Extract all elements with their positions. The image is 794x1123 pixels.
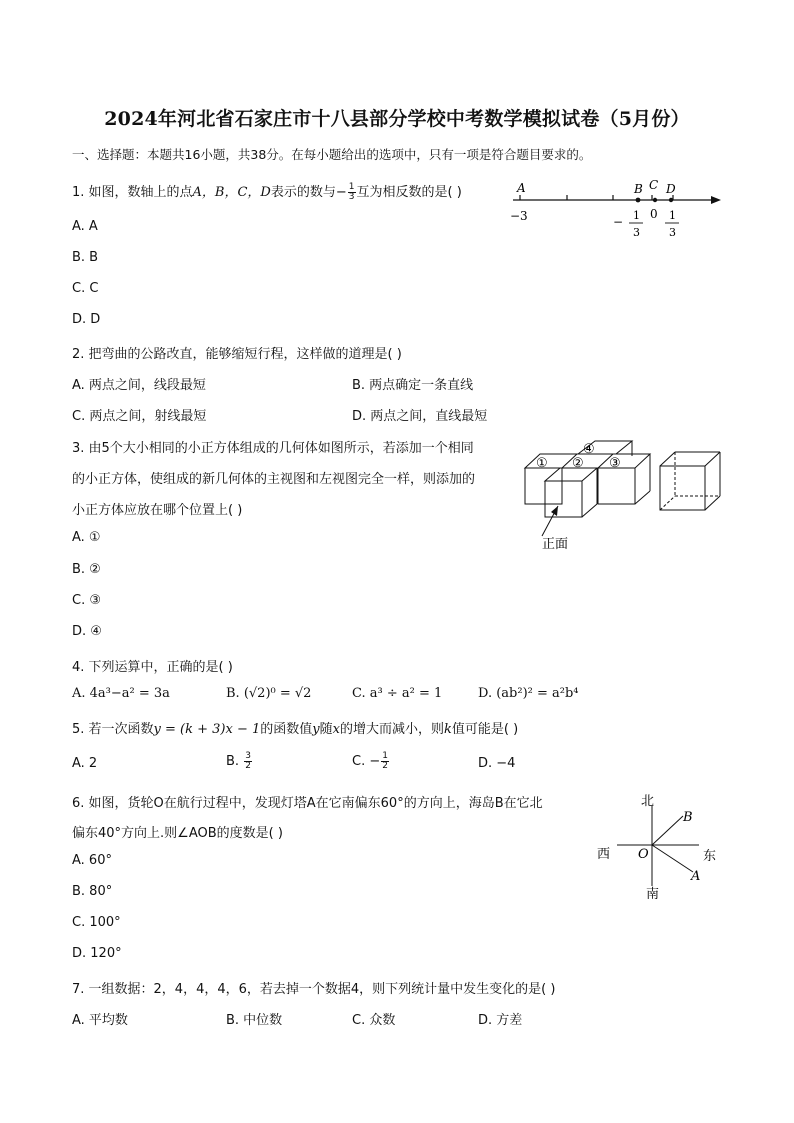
question-3-stem-line-2: 的小正方体，使组成的新几何体的主视图和左视图完全一样，则添加的 [72,472,476,487]
axis-minus-sign: − [613,215,624,229]
question-7-option-a[interactable]: A. 平均数 [72,1013,128,1028]
question-1-option-d[interactable]: D. D [72,312,101,327]
question-4-stem: 4. 下列运算中，正确的是( ) [72,660,233,675]
west-label: 西 [597,847,611,862]
question-6-option-a[interactable]: A. 60° [72,853,112,868]
section-heading: 一、选择题：本题共16小题，共38分。在每小题给出的选项中，只有一项是符合题目要求的。 [72,147,592,162]
question-3-option-c[interactable]: C. ③ [72,593,101,608]
question-2-option-d[interactable]: D. 两点之间，直线最短 [352,409,488,424]
question-5-option-d[interactable]: D. −4 [478,756,516,771]
question-4-option-b[interactable]: B. (√2)⁰ = √2 [226,686,312,701]
question-2-option-b[interactable]: B. 两点确定一条直线 [352,378,474,393]
question-5-option-a[interactable]: A. 2 [72,756,98,771]
question-1-option-a[interactable]: A. A [72,219,98,234]
question-4-option-d[interactable]: D. (ab²)² = a²b⁴ [478,686,579,701]
cube-mark-2: ② [572,456,584,471]
question-2-stem: 2. 把弯曲的公路改直，能够缩短行程，这样做的道理是( ) [72,347,402,362]
question-3-stem-line-1: 3. 由5个大小相同的小正方体组成的几何体如图所示，若添加一个相同 [72,441,474,456]
cube-mark-1: ① [536,456,548,471]
question-7-option-b[interactable]: B. 中位数 [226,1013,283,1028]
axis-frac-den-left: 3 [633,226,640,239]
question-5-stem: 5. 若一次函数y = (k + 3)x − 1的函数值y随x的增大而减小，则k值可能是( ) [72,722,519,737]
question-3-stem-line-3: 小正方体应放在哪个位置上( ) [72,503,243,518]
question-6-option-b[interactable]: B. 80° [72,884,113,899]
cube-mark-3: ③ [609,456,621,471]
front-view-label: 正面 [542,537,569,552]
question-7-option-d[interactable]: D. 方差 [478,1013,523,1028]
axis-label-d: D [666,182,676,196]
point-a-label: A [691,869,701,884]
question-2-option-c[interactable]: C. 两点之间，射线最短 [72,409,207,424]
question-5-option-c[interactable]: C. − $\frac{1}{2}$ [352,751,388,771]
question-6-stem-line-1: 6. 如图，货轮O在航行过程中，发现灯塔A在它南偏东60°的方向上，海岛B在它北 [72,796,543,811]
question-7-stem: 7. 一组数据：2，4，4，4，6，若去掉一个数据4，则下列统计量中发生变化的是( ) [72,982,556,997]
axis-tick-minus3: −3 [510,209,528,223]
question-2-option-a[interactable]: A. 两点之间，线段最短 [72,378,206,393]
question-3-option-a[interactable]: A. ① [72,530,101,545]
compass-figure [595,790,725,902]
question-1-option-c[interactable]: C. C [72,281,99,296]
question-6-option-d[interactable]: D. 120° [72,946,122,961]
axis-frac-den-right: 3 [669,226,676,239]
question-6-stem-line-2: 偏东40°方向上.则∠AOB的度数是( ) [72,826,283,841]
axis-frac-num-right: 1 [669,209,676,222]
question-1-stem: 1. 如图，数轴上的点A，B，C，D表示的数与− $\frac{1}{3}$ 互为相反数的是( ) [72,182,462,202]
south-label: 南 [646,887,660,902]
cube-mark-4: ④ [583,442,595,457]
question-1-option-b[interactable]: B. B [72,250,99,265]
point-o-label: O [638,847,649,862]
point-b-label: B [683,810,693,825]
question-7-option-c[interactable]: C. 众数 [352,1013,396,1028]
question-4-option-a[interactable]: A. 4a³−a² = 3a [72,686,170,701]
question-3-option-b[interactable]: B. ② [72,562,101,577]
north-label: 北 [641,794,655,809]
axis-label-c: C [649,178,659,192]
axis-tick-zero: 0 [650,207,658,221]
question-6-option-c[interactable]: C. 100° [72,915,121,930]
question-4-option-c[interactable]: C. a³ ÷ a² = 1 [352,686,443,701]
page-title: 2024年河北省石家庄市十八县部分学校中考数学模拟试卷（5月份） [104,108,690,130]
axis-label-a: A [517,181,526,195]
axis-label-b: B [634,182,643,196]
axis-frac-num-left: 1 [633,209,640,222]
number-line-figure [505,176,727,244]
cube-figure [520,436,730,556]
question-5-option-b[interactable]: B. $\frac{3}{2}$ [226,751,251,771]
east-label: 东 [703,849,717,864]
question-3-option-d[interactable]: D. ④ [72,624,102,639]
